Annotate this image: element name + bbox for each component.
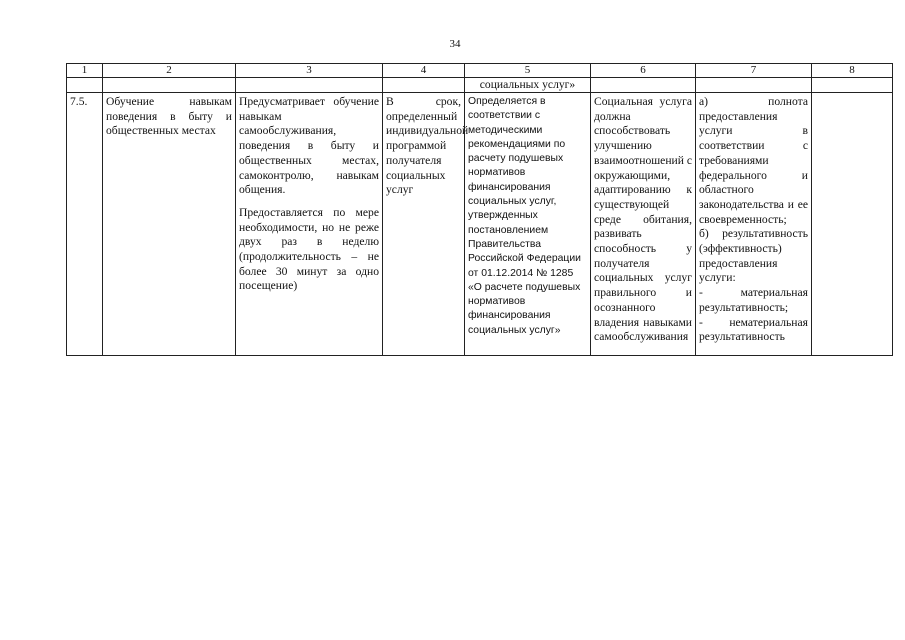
header-cell: 8 [812,64,893,78]
service-term: В срок, определенный индивидуальной программой получателя социальных услуг [383,93,465,356]
criteria-item: - нематериальная результативность [699,315,808,344]
header-cell: 1 [67,64,103,78]
table-cell [383,78,465,93]
table-cell [236,78,383,93]
criteria-item: а) полнота предоставления услуги в соответствии с требованиями федерального и областного законодательства и ее своевременность; [699,95,808,226]
service-description [236,93,383,356]
service-cost: Определяется в соответствии с методическими рекомендациями по расчету подушевых нормативов финансирования социальных услуг, утвержденных постановлением Правительства Российской Федерации от 01.12.2014 № 1285 «О расчете подушевых нормативов финансирования социальных услуг» [465,93,591,356]
header-cell: 7 [696,64,812,78]
table-row [67,93,893,356]
table-cell [103,78,236,93]
table-cell [67,78,103,93]
header-cell: 6 [591,64,696,78]
continuation-cell: социальных услуг» [465,78,591,93]
header-cell: 4 [383,64,465,78]
service-criteria [696,93,812,356]
service-quality: Социальная услуга должна способствовать улучшению взаимоотношений с окружающими, адаптированию к существующей среде обитания, развивать способность у получателя социальных услуг правильного и осознанного владения навыками самообслуживания [591,93,696,356]
header-cell: 2 [103,64,236,78]
table-cell [591,78,696,93]
page-number: 34 [449,38,461,50]
table-cell [696,78,812,93]
header-cell: 5 [465,64,591,78]
header-cell: 3 [236,64,383,78]
table-cell [812,93,893,356]
description-paragraph: Предусматривает обучение навыкам самообслуживания, поведения в быту и общественных местах, самоконтролю, навыкам общения. [239,95,379,197]
row-number: 7.5. [67,93,103,356]
continuation-row [67,78,893,93]
criteria-item: б) результативность (эффективность) предоставления услуги: [699,227,808,285]
table-cell [812,78,893,93]
description-paragraph: Предоставляется по мере необходимости, но не реже двух раз в неделю (продолжительность – не более 30 минут за одно посещение) [239,205,379,293]
service-table [66,63,893,356]
criteria-item: - материальная результативность; [699,286,808,314]
service-name: Обучение навыкам поведения в быту и общественных местах [103,93,236,356]
table-header-row [67,64,893,78]
